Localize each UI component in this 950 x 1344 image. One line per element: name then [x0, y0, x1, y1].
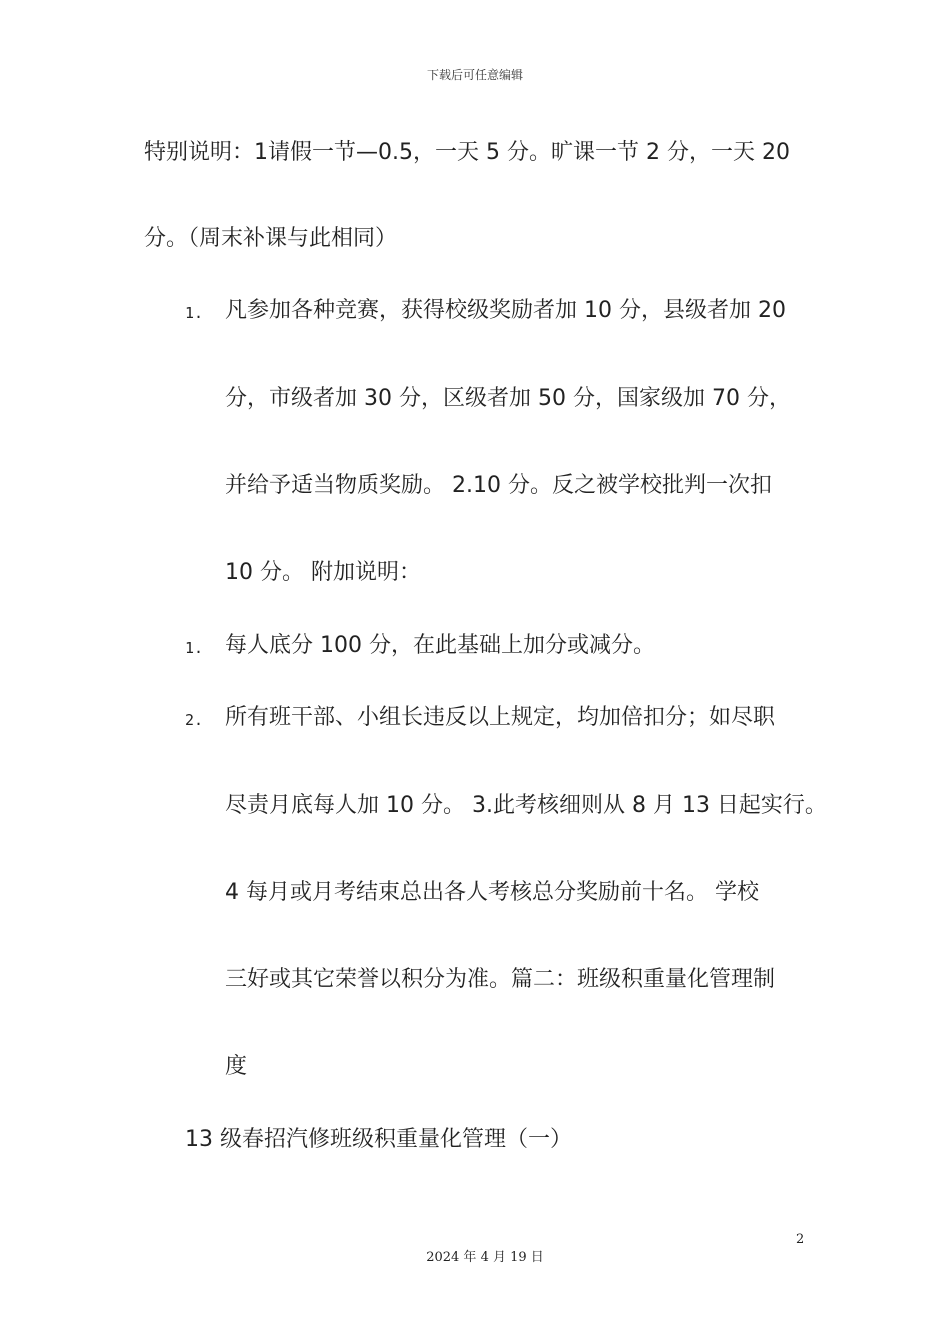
body-line-12: 度 — [225, 1054, 248, 1079]
page-number: 2 — [796, 1232, 805, 1247]
body-line-6: 10 分。 附加说明： — [225, 560, 421, 585]
list-marker-2: 1. — [185, 639, 204, 657]
body-line-2: 分。（周末补课与此相同） — [144, 226, 398, 251]
list-marker-3: 2. — [185, 711, 204, 729]
body-line-7: 每人底分 100 分，在此基础上加分或减分。 — [225, 633, 655, 658]
page-header: 下载后可任意编辑 — [426, 68, 523, 82]
body-line-11: 三好或其它荣誉以积分为准。篇二：班级积重量化管理制 — [225, 967, 776, 992]
body-line-8: 所有班干部、小组长违反以上规定，均加倍扣分；如尽职 — [225, 705, 776, 730]
body-line-4: 分，市级者加 30 分，区级者加 50 分，国家级加 70 分， — [225, 386, 791, 411]
body-line-1: 特别说明：1请假一节—0.5，一天 5 分。旷课一节 2 分，一天 20 — [144, 140, 790, 165]
page-footer-date: 2024 年 4 月 19 日 — [426, 1250, 544, 1265]
list-marker-1: 1. — [185, 304, 204, 322]
section-heading: 13 级春招汽修班级积重量化管理（一） — [185, 1127, 572, 1152]
body-line-3: 凡参加各种竞赛，获得校级奖励者加 10 分，县级者加 20 — [225, 298, 786, 323]
body-line-9: 尽责月底每人加 10 分。 3.此考核细则从 8 月 13 日起实行。 — [225, 793, 827, 818]
body-line-5: 并给予适当物质奖励。 2.10 分。反之被学校批判一次扣 — [225, 473, 772, 498]
body-line-10: 4 每月或月考结束总出各人考核总分奖励前十名。 学校 — [225, 880, 759, 905]
